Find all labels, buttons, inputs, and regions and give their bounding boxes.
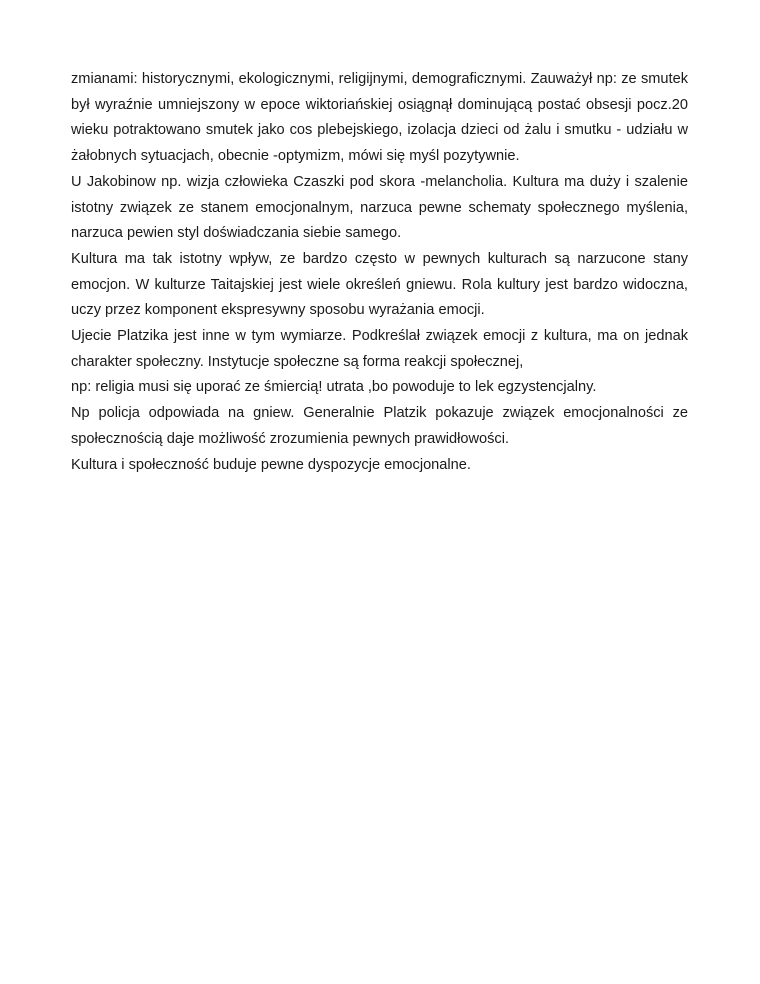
paragraph-culture-influence: Kultura ma tak istotny wpływ, ze bardzo często w pewnych kulturach są narzucone stany emocjon. W kulturze Taitajskiej jest wiele określeń gniewu. Rola kultury jest bardzo widoczna, uczy przez komponent ekspresywny sposobu wyrażania emocji.	[71, 250, 688, 319]
paragraph-police-example: Np policja odpowiada na gniew. Generalnie Platzik pokazuje związek emocjonalności ze społecznością daje możliwość zrozumienia pewnych prawidłowości.	[71, 405, 688, 447]
paragraph-jakobins: U Jakobinow np. wizja człowieka Czaszki pod skora -melancholia. Kultura ma duży i szalenie istotny związek ze stanem emocjonalnym, narzuca pewne schematy społecznego myślenia, narzuca pewien styl doświadczania siebie samego.	[71, 173, 688, 242]
paragraph-religion-example: np: religia musi się uporać ze śmiercią! utrata ,bo powoduje to lek egzystencjalny.	[71, 379, 597, 396]
document-body	[71, 67, 688, 478]
paragraph-emotions-history: zmianami: historycznymi, ekologicznymi, religijnymi, demograficznymi. Zauważył np: ze smutek był wyraźnie umniejszony w epoce wiktoriańskiej osiągnął dominującą postać obsesji pocz.20 wieku potraktowano smutek jako cos plebejskiego, izolacja dzieci od żalu i smutku - udziału w żałobnych sytuacjach, obecnie -optymizm, mówi się myśl pozytywnie.	[71, 71, 688, 165]
paragraph-conclusion: Kultura i społeczność buduje pewne dyspozycje emocjonalne.	[71, 456, 471, 473]
paragraph-platzik-approach: Ujecie Platzika jest inne w tym wymiarze. Podkreślał związek emocji z kultura, ma on jednak charakter społeczny. Instytucje społeczne są forma reakcji społecznej,	[71, 328, 688, 370]
